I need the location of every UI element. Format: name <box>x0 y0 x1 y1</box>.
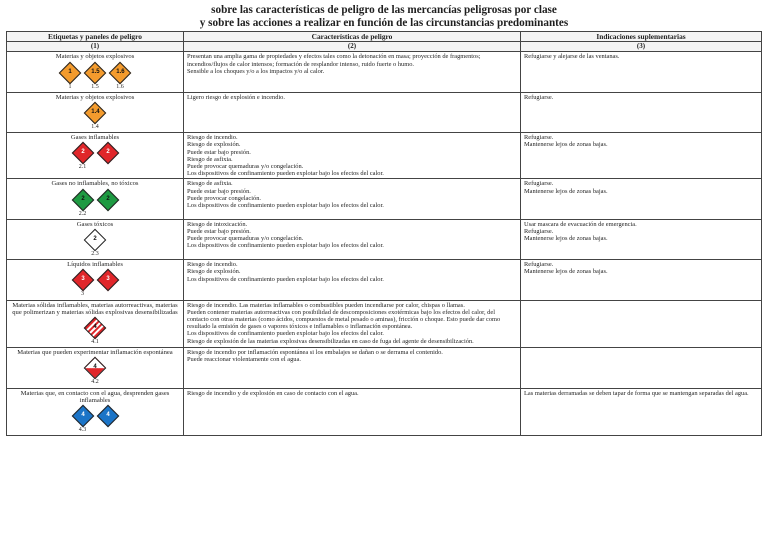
hazard-label <box>72 269 94 298</box>
header-notes: Indicaciones suplementarias <box>521 32 762 42</box>
label-cell <box>7 133 184 179</box>
header-num-3: (3) <box>521 42 762 52</box>
hazard-diamond-icon <box>96 142 119 165</box>
note-text: Refugiarse. <box>524 228 554 236</box>
class-name: Gases tóxicos <box>76 220 114 228</box>
hazard-diamond-number: 1.4 <box>90 109 100 116</box>
hazard-cell <box>184 92 521 132</box>
hazard-diamond-number: 3 <box>80 276 85 283</box>
hazard-table <box>6 31 762 436</box>
hazard-label <box>97 142 119 171</box>
hazard-cell <box>184 348 521 388</box>
hazard-text: Los dispositivos de confinamiento pueden explotar bajo los efectos del calor. <box>187 202 384 210</box>
hazard-text: Puede estar bajo presión. <box>187 228 251 236</box>
notes-cell <box>521 300 762 348</box>
hazard-label <box>59 62 81 91</box>
hazard-class-number: 1.4 <box>91 124 99 131</box>
hazard-text: Puede estar bajo presión. <box>187 187 251 195</box>
hazard-labels <box>10 317 180 346</box>
note-text: Las materias derramadas se deben tapar de forma que se mantengan separadas del agua. <box>524 389 749 397</box>
hazard-cell <box>184 52 521 92</box>
hazard-diamond-number: 1.6 <box>115 69 125 76</box>
note-text: Refugiarse. <box>524 261 554 269</box>
document-title <box>6 4 762 29</box>
label-cell <box>7 92 184 132</box>
note-text: Mantenerse lejos de zonas bajas. <box>524 187 608 195</box>
hazard-label <box>84 357 106 386</box>
hazard-labels <box>10 229 180 258</box>
hazard-diamond-icon <box>84 61 107 84</box>
hazard-diamond-icon <box>96 188 119 211</box>
hazard-class-number: 2.2 <box>78 210 87 217</box>
class-name: Materias que, en contacto con el agua, desprenden gases inflamables <box>20 389 170 404</box>
hazard-diamond-icon <box>84 229 107 252</box>
hazard-labels <box>10 357 180 386</box>
table-row <box>7 300 762 348</box>
hazard-diamond-icon <box>59 61 82 84</box>
hazard-label <box>84 62 106 91</box>
hazard-text: Los dispositivos de confinamiento pueden explotar bajo los efectos del calor. <box>187 170 384 178</box>
hazard-text: Ligero riesgo de explosión e incendio. <box>187 93 285 101</box>
title-line-1: sobre las características de peligro de las mercancías peligrosas por clase <box>211 4 557 16</box>
class-name: Materias sólidas inflamables, materias autorreactivas, materias que polimerizan y materias sólidas explosivas desensibilizadas <box>12 301 178 316</box>
hazard-class-number: 2.1 <box>78 164 87 171</box>
hazard-text: Los dispositivos de confinamiento pueden explotar bajo los efectos del calor. <box>187 242 384 250</box>
hazard-text: Riesgo de incendio por inflamación espontánea si los embalajes se dañan o se derrama el contenido. <box>187 349 443 357</box>
notes-cell <box>521 219 762 259</box>
notes-cell <box>521 348 762 388</box>
hazard-text: Los dispositivos de confinamiento pueden explotar bajo los efectos del calor. <box>187 330 384 338</box>
hazard-diamond-icon <box>96 269 119 292</box>
hazard-text: Riesgo de explosión. <box>187 141 241 149</box>
hazard-text: Puede estar bajo presión. <box>187 148 251 156</box>
hazard-label <box>97 189 119 218</box>
table-header-row <box>7 32 762 42</box>
table-row <box>7 260 762 300</box>
hazard-labels <box>10 269 180 298</box>
hazard-label <box>97 269 119 298</box>
hazard-text: Puede provocar quemaduras y/o congelación. <box>187 163 304 171</box>
header-num-1: (1) <box>7 42 184 52</box>
label-cell <box>7 219 184 259</box>
header-num-2: (2) <box>184 42 521 52</box>
hazard-labels <box>10 189 180 218</box>
hazard-diamond-icon <box>84 357 107 380</box>
hazard-class-number: 1.6 <box>116 83 124 90</box>
class-name: Materias que pueden experimentar inflamación espontánea <box>17 349 173 357</box>
hazard-diamond-number: 1 <box>68 69 72 76</box>
hazard-class-number: 3 <box>81 291 84 298</box>
hazard-cell <box>184 260 521 300</box>
hazard-text: Puede provocar quemaduras y/o congelación. <box>187 235 304 243</box>
label-cell <box>7 52 184 92</box>
header-labels: Etiquetas y paneles de peligro <box>7 32 184 42</box>
hazard-cell <box>184 179 521 219</box>
note-text: Refugiarse. <box>524 93 554 101</box>
hazard-labels <box>10 102 180 131</box>
note-text: Usar mascara de evacuación de emergencia. <box>524 220 637 228</box>
table-body <box>7 52 762 436</box>
label-cell <box>7 300 184 348</box>
hazard-label <box>72 405 94 434</box>
notes-cell <box>521 388 762 436</box>
hazard-diamond-number: 1.5 <box>90 69 100 76</box>
hazard-text: Los dispositivos de confinamiento pueden explotar bajo los efectos del calor. <box>187 275 384 283</box>
hazard-diamond-icon <box>84 317 107 340</box>
note-text: Mantenerse lejos de zonas bajas. <box>524 235 608 243</box>
hazard-text: Riesgo de incendio y de explosión en caso de contacto con el agua. <box>187 389 359 397</box>
hazard-cell <box>184 133 521 179</box>
table-row <box>7 92 762 132</box>
table-row <box>7 179 762 219</box>
hazard-label <box>72 142 94 171</box>
hazard-text: Riesgo de asfixia. <box>187 155 233 163</box>
hazard-diamond-number: 2 <box>80 196 85 203</box>
hazard-label <box>84 229 106 258</box>
hazard-diamond-number: 2 <box>93 236 97 243</box>
hazard-diamond-number: 2 <box>105 149 110 156</box>
hazard-label <box>84 102 106 131</box>
hazard-text: Riesgo de asfixia. <box>187 180 233 188</box>
hazard-text: Sensible a los choques y/o a los impactos y/o al calor. <box>187 67 325 75</box>
label-cell <box>7 348 184 388</box>
hazard-class-number: 4.2 <box>91 379 99 386</box>
hazard-text: Riesgo de explosión. <box>187 268 241 276</box>
note-text: Refugiarse. <box>524 134 554 142</box>
hazard-cell <box>184 300 521 348</box>
notes-cell <box>521 179 762 219</box>
hazard-labels <box>10 62 180 91</box>
hazard-text: Riesgo de incendio. <box>187 134 238 142</box>
hazard-diamond-icon <box>71 142 94 165</box>
header-hazards: Características de peligro <box>184 32 521 42</box>
label-cell <box>7 388 184 436</box>
hazard-diamond-number: 4 <box>93 324 97 331</box>
table-number-row <box>7 42 762 52</box>
class-name: Gases inflamables <box>70 134 120 142</box>
hazard-labels <box>10 142 180 171</box>
hazard-text: Presentan una amplia gama de propiedades y efectos tales como la detonación en masa; proyección de fragmentos; incendios/flujos de calor intensos; formación de resplandor intenso, ruido fuerte o humo. <box>187 53 481 68</box>
table-row <box>7 52 762 92</box>
label-cell <box>7 260 184 300</box>
hazard-text: Riesgo de incendio. <box>187 261 238 269</box>
class-name: Materias y objetos explosivos <box>55 93 135 101</box>
hazard-diamond-icon <box>71 188 94 211</box>
hazard-class-number: 4.1 <box>91 339 99 346</box>
table-row <box>7 219 762 259</box>
hazard-diamond-icon <box>71 405 94 428</box>
hazard-diamond-number: 4 <box>93 364 97 371</box>
label-cell <box>7 179 184 219</box>
hazard-diamond-number: 2 <box>80 149 85 156</box>
hazard-label <box>72 189 94 218</box>
hazard-diamond-icon <box>84 102 107 125</box>
hazard-diamond-icon <box>96 405 119 428</box>
table-row <box>7 348 762 388</box>
class-name: Gases no inflamables, no tóxicos <box>51 180 139 188</box>
hazard-text: Pueden contener materias autorreactivas con posibilidad de descomposiciones exotérmicas bajo los efectos del calor, del contacto con otras materias (como ácidos, compuestos de metal pesado o aminas), fricción o choque. Esto puede dar como resultado la emisión de gases o vapores tóxicos e inflamables o inflamación espontánea. <box>187 308 501 331</box>
hazard-class-number: 4.3 <box>78 427 87 434</box>
hazard-text: Riesgo de incendio. Las materias inflamables o combustibles pueden incendiarse por calor, chispas o llamas. <box>187 301 465 309</box>
hazard-class-number: 2.3 <box>91 251 99 258</box>
hazard-diamond-number: 4 <box>105 412 110 419</box>
hazard-diamond-number: 4 <box>80 412 85 419</box>
notes-cell <box>521 260 762 300</box>
hazard-cell <box>184 219 521 259</box>
table-row <box>7 388 762 436</box>
note-text: Mantenerse lejos de zonas bajas. <box>524 141 608 149</box>
hazard-class-number: 1.5 <box>91 83 99 90</box>
hazard-diamond-icon <box>109 61 132 84</box>
hazard-cell <box>184 388 521 436</box>
hazard-diamond-icon <box>71 269 94 292</box>
notes-cell <box>521 52 762 92</box>
note-text: Refugiarse. <box>524 180 554 188</box>
note-text: Mantenerse lejos de zonas bajas. <box>524 268 608 276</box>
title-line-2: y sobre las acciones a realizar en función de las circunstancias predominantes <box>199 16 569 29</box>
hazard-text: Riesgo de explosión de las materias explosivas desensibilizadas en caso de fuga del agente de desensibilización. <box>187 337 474 345</box>
table-row <box>7 133 762 179</box>
note-text: Refugiarse y alejarse de las ventanas. <box>524 53 620 61</box>
notes-cell <box>521 92 762 132</box>
hazard-label <box>84 317 106 346</box>
hazard-label <box>97 405 119 434</box>
hazard-diamond-number: 3 <box>105 276 110 283</box>
class-name: Líquidos inflamables <box>67 261 123 269</box>
hazard-label <box>109 62 131 91</box>
hazard-labels <box>10 405 180 434</box>
class-name: Materias y objetos explosivos <box>55 53 135 61</box>
hazard-text: Puede reaccionar violentamente con el agua. <box>187 356 301 364</box>
notes-cell <box>521 133 762 179</box>
hazard-diamond-number: 2 <box>105 196 110 203</box>
hazard-class-number: 1 <box>68 83 72 90</box>
hazard-text: Riesgo de intoxicación. <box>187 220 248 228</box>
hazard-text: Puede provocar congelación. <box>187 194 261 202</box>
